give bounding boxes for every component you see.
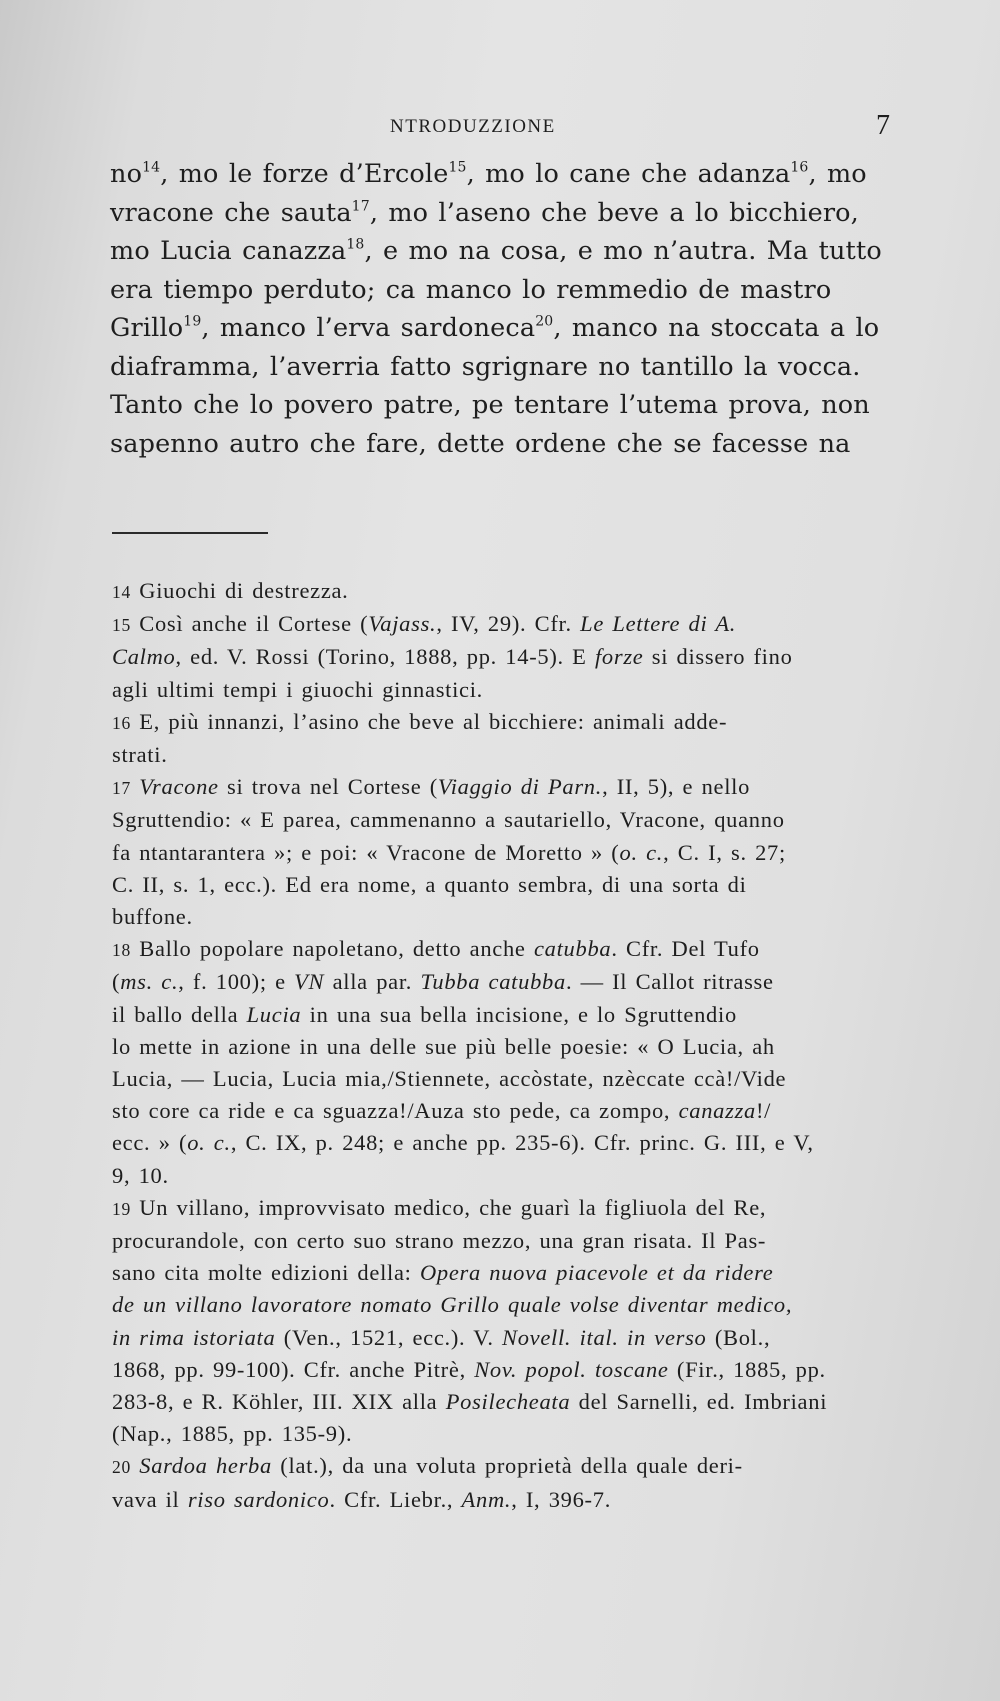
italic-run: Anm.: [461, 1486, 512, 1512]
italic-run: de un villano lavoratore nomato Grillo quale volse diventar medico,: [112, 1292, 793, 1318]
text-run: E, più innanzi, l’asino che beve al bicchiere: animali adde-: [139, 708, 728, 734]
text-run: del Sarnelli, ed. Imbriani: [570, 1389, 828, 1415]
italic-run: Vracone: [139, 774, 219, 800]
text-run: fa ntantarantera »; e poi: « Vracone de Moretto » (: [112, 839, 620, 865]
italic-run: Sardoa herba: [139, 1453, 272, 1479]
footnote-15: [112, 608, 892, 641]
footnote-ref: 15: [448, 159, 467, 176]
text-line: 9, 10.: [112, 1162, 169, 1188]
text-run: (Fir., 1885, pp.: [668, 1356, 826, 1382]
text-line: sapenno autro che fare, dette ordene che se facesse na: [110, 428, 851, 459]
text-line: diaframma, l’averria fatto sgrignare no tantillo la vocca.: [110, 351, 861, 382]
text-run: Così anche il Cortese (: [139, 611, 369, 637]
text-run: , mo: [808, 159, 867, 189]
text-run: in una sua bella incisione, e lo Sgruttendio: [301, 1001, 737, 1027]
footnote-19: [112, 1192, 892, 1225]
text-run: , C. IX, p. 248; e anche pp. 235-6). Cfr. princ. G. III, e V,: [230, 1130, 814, 1156]
text-run: , II, 5), e nello: [602, 774, 751, 800]
italic-run: riso sardonico: [187, 1486, 330, 1512]
text-line: strati.: [112, 742, 168, 768]
footnote-16: [112, 706, 892, 739]
text-line: Sgruttendio: « E parea, cammenanno a sautariello, Vracone, quanno: [112, 807, 785, 833]
text-run: , manco l’erva sardoneca: [201, 313, 536, 343]
italic-run: Viaggio di Parn.: [437, 774, 603, 800]
text-line: [112, 1257, 892, 1289]
footnote-ref: 17: [351, 197, 370, 214]
text-run: , ed. V. Rossi (Torino, 1888, pp. 14-5). E: [175, 644, 595, 670]
text-run: , mo lo cane che adanza: [466, 159, 791, 189]
page-header: [110, 110, 890, 150]
text-line: [112, 1484, 892, 1516]
text-run: (lat.), da una voluta proprietà della quale deri-: [271, 1453, 743, 1479]
text-line: [112, 837, 892, 869]
italic-run: in rima istoriata: [112, 1324, 276, 1350]
text-line: [112, 1289, 892, 1321]
main-text: [110, 155, 895, 463]
italic-run: Opera nuova piacevole et da ridere: [419, 1260, 774, 1286]
italic-run: o. c.: [619, 839, 664, 865]
italic-run: Nov. popol. toscane: [474, 1356, 669, 1382]
text-run: . — Il Callot ritrasse: [565, 969, 774, 995]
text-line: [112, 641, 892, 673]
footnote-number: 20: [112, 1457, 131, 1478]
text-run: si trova nel Cortese (: [218, 774, 438, 800]
text-line: [110, 194, 895, 233]
text-line: [110, 232, 895, 271]
footnote-20: [112, 1450, 892, 1483]
italic-run: Vajass.: [368, 611, 437, 637]
footnote-ref: 18: [346, 236, 365, 253]
footnote-ref: 19: [183, 313, 202, 330]
footnote-number: 16: [112, 712, 131, 733]
text-run: mo Lucia canazza: [110, 236, 347, 266]
footnote-ref: 20: [535, 313, 554, 330]
text-run: si dissero fino: [643, 644, 793, 670]
text-line: buffone.: [112, 904, 193, 930]
italic-run: VN: [294, 969, 325, 995]
text-line: Tanto che lo povero patre, pe tentare l’utema prova, non: [110, 390, 870, 420]
italic-run: Calmo: [112, 644, 176, 670]
italic-run: Posilecheata: [445, 1389, 571, 1415]
footnote-ref: 16: [790, 159, 809, 176]
text-line: [112, 966, 892, 998]
footnote-number: 19: [112, 1198, 131, 1219]
italic-run: Lucia: [246, 1001, 302, 1027]
text-line: [112, 1127, 892, 1159]
text-run: , I, 396-7.: [511, 1486, 612, 1512]
text-line: [112, 1354, 892, 1386]
text-run: Ballo popolare napoletano, detto anche: [139, 936, 534, 962]
text-run: sto core ca ride e ca sguazza!/Auza sto pede, ca zompo,: [112, 1098, 679, 1124]
text-run: , mo le forze d’Ercole: [160, 159, 449, 189]
footnote-ref: 14: [142, 159, 161, 176]
footnote-14: [112, 575, 892, 608]
text-line: [112, 1322, 892, 1354]
italic-run: o. c.: [187, 1130, 231, 1156]
text-run: Giuochi di destrezza.: [139, 578, 349, 603]
text-run: 283-8, e R. Köhler, III. XIX alla: [112, 1389, 446, 1415]
text-run: . Cfr. Del Tufo: [611, 936, 760, 962]
text-run: !/: [755, 1098, 772, 1124]
text-run: , f. 100); e: [178, 969, 295, 995]
running-head: NTRODUZZIONE: [390, 116, 556, 137]
text-line: [110, 309, 895, 348]
text-line: era tiempo perduto; ca manco lo remmedio de mastro: [110, 274, 832, 305]
text-run: Un villano, improvvisato medico, che guarì la figliuola del Re,: [139, 1194, 767, 1220]
text-line: (Nap., 1885, pp. 135-9).: [112, 1421, 353, 1447]
text-run: vava il: [112, 1486, 188, 1512]
text-line: [110, 155, 895, 194]
text-run: vracone che sauta: [110, 197, 352, 228]
text-line: Lucia, — Lucia, Lucia mia,/Stiennete, accòstate, nzèccate ccà!/Vide: [112, 1066, 787, 1092]
italic-run: Tubba catubba: [420, 969, 566, 995]
footnote-separator: [112, 532, 268, 534]
italic-run: Le Lettere di A.: [580, 611, 737, 637]
text-run: alla par.: [324, 969, 421, 995]
text-run: , e mo na cosa, e mo n’autra. Ma tutto: [364, 236, 882, 266]
text-run: (Ven., 1521, ecc.). V.: [275, 1324, 502, 1350]
footnote-18: [112, 933, 892, 966]
text-line: agli ultimi tempi i giuochi ginnastici.: [112, 676, 484, 702]
text-run: , mo l’aseno che beve a lo bicchiero,: [369, 197, 859, 228]
page-number: 7: [876, 110, 890, 141]
footnote-number: 17: [112, 778, 131, 799]
text-line: C. II, s. 1, ecc.). Ed era nome, a quanto sembra, di una sorta di: [112, 871, 747, 897]
footnote-number: 15: [112, 615, 131, 636]
footnote-number: 14: [112, 582, 131, 602]
text-line: lo mette in azione in una delle sue più belle poesie: « O Lucia, ah: [112, 1033, 775, 1059]
text-run: , manco na stoccata a lo: [553, 313, 880, 343]
italic-run: ms. c.: [120, 969, 179, 995]
text-run: 1868, pp. 99-100). Cfr. anche Pitrè,: [112, 1356, 475, 1382]
italic-run: forze: [594, 644, 644, 670]
text-line: [112, 1095, 892, 1127]
text-run: ecc. » (: [112, 1130, 188, 1156]
footnote-17: [112, 771, 892, 804]
text-run: il ballo della: [112, 1001, 247, 1027]
italic-run: catubba: [533, 936, 612, 962]
text-run: Grillo: [110, 313, 184, 343]
text-run: . Cfr. Liebr.,: [329, 1486, 462, 1512]
text-run: sano cita molte edizioni della:: [112, 1260, 420, 1286]
text-run: , IV, 29). Cfr.: [436, 611, 581, 637]
footnotes: [112, 575, 892, 1516]
text-run: (Bol.,: [706, 1324, 771, 1350]
text-run: no: [110, 159, 143, 189]
footnote-number: 18: [112, 940, 131, 961]
italic-run: canazza: [678, 1098, 756, 1124]
text-line: [112, 999, 892, 1031]
text-line: [112, 1386, 892, 1418]
italic-run: Novell. ital. in verso: [502, 1324, 707, 1350]
text-run: (: [112, 969, 121, 995]
text-run: , C. I, s. 27;: [663, 839, 786, 865]
text-line: procurandole, con certo suo strano mezzo, una gran risata. Il Pas-: [112, 1228, 767, 1254]
